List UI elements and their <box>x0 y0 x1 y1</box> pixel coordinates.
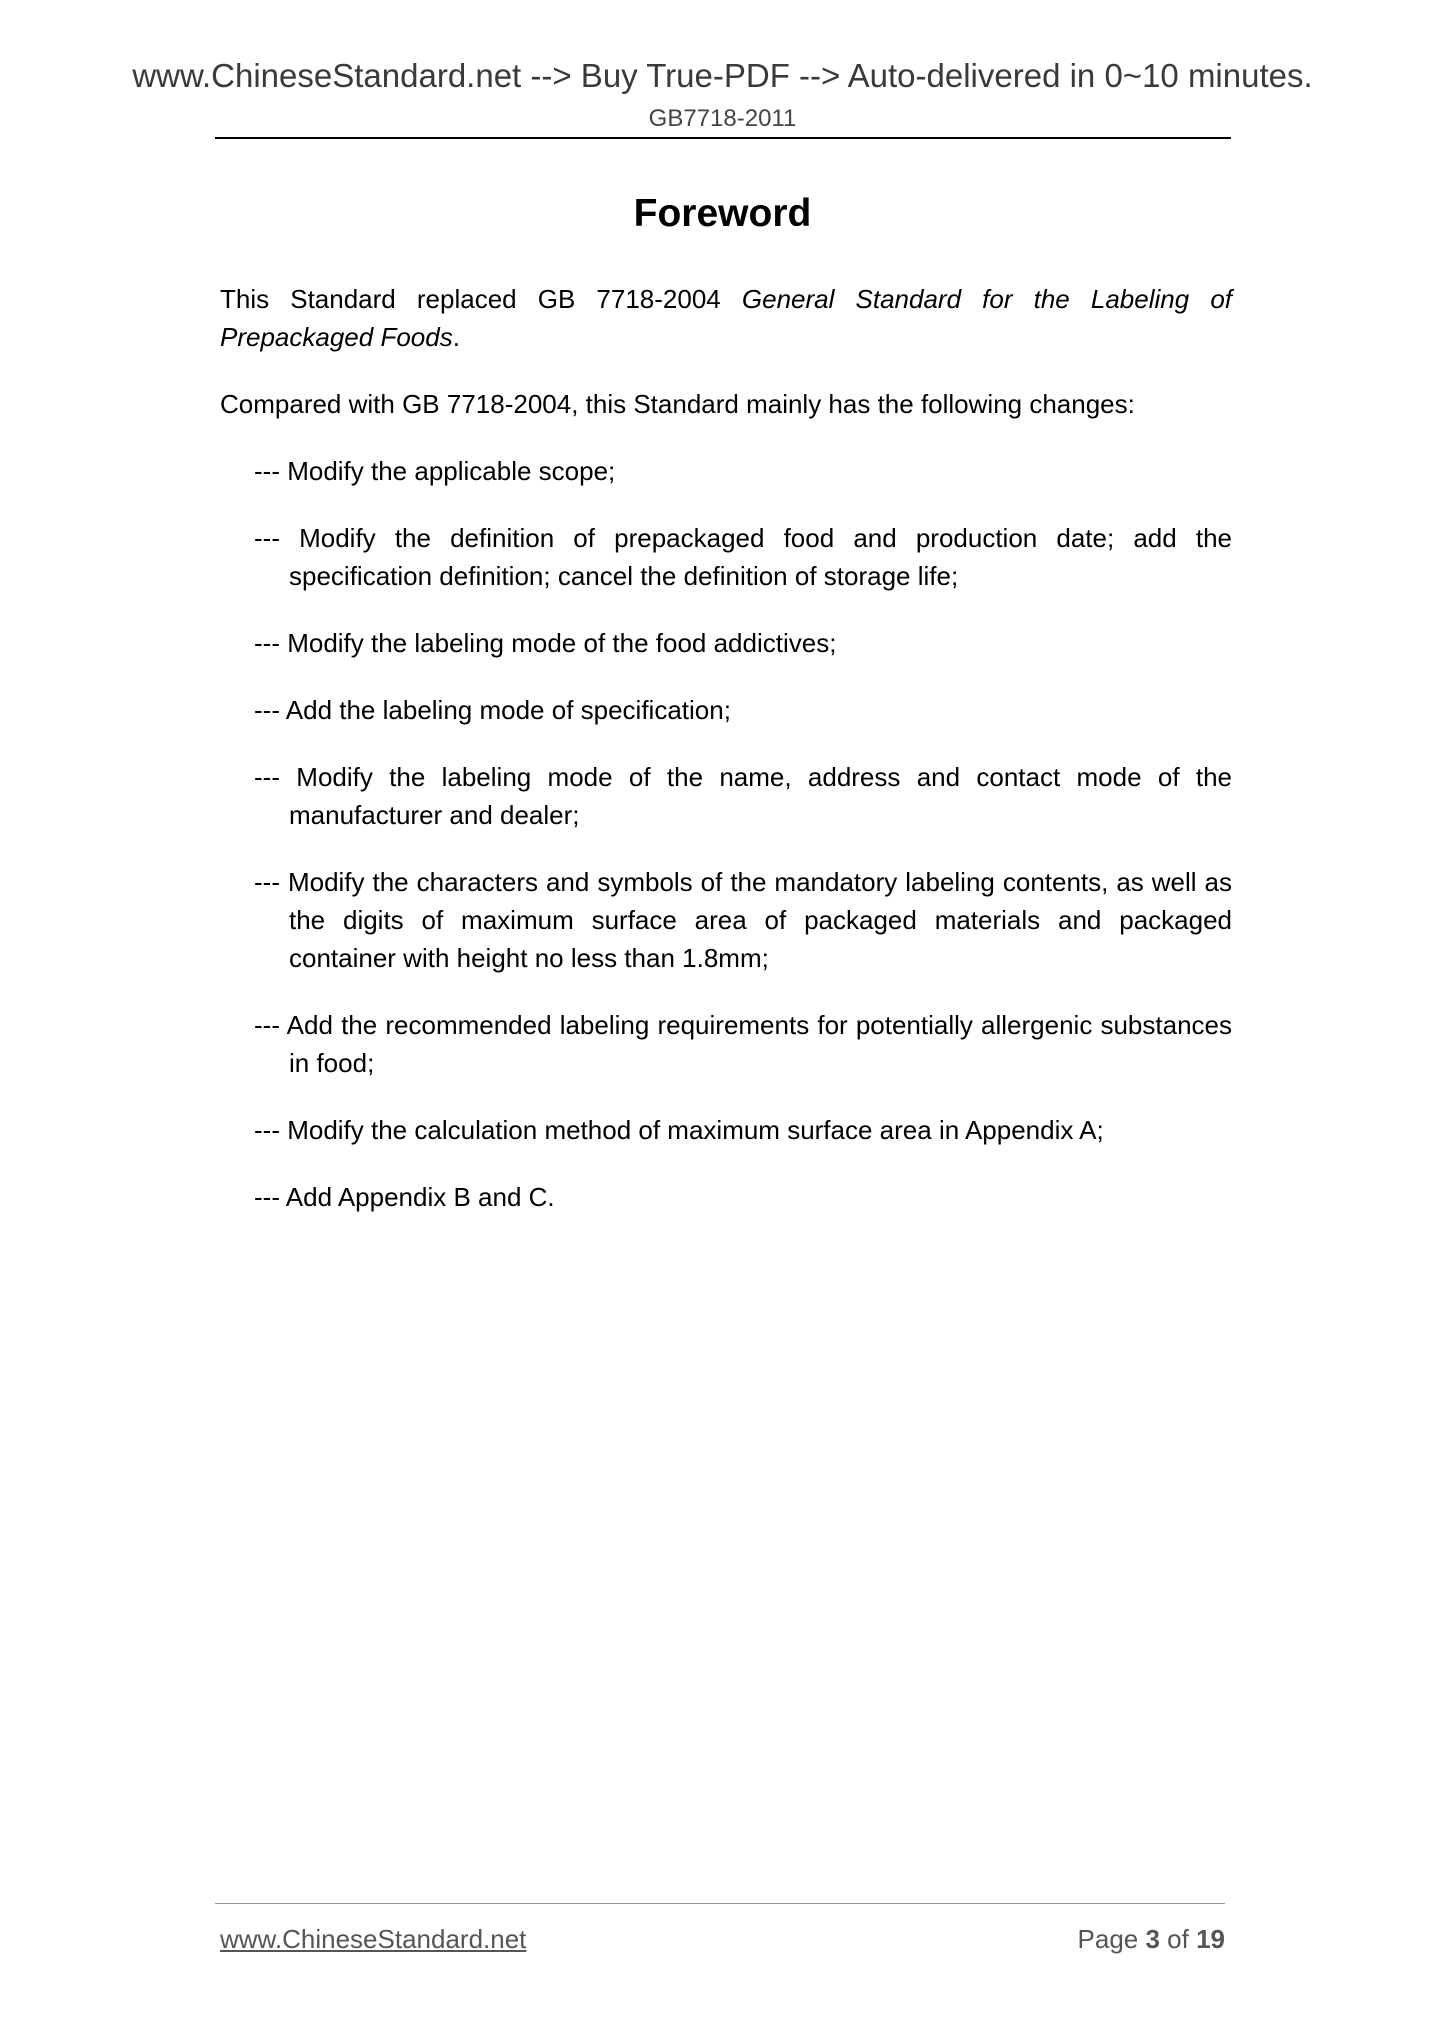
page-total: 19 <box>1196 1924 1225 1954</box>
footer-site-link[interactable]: www.ChineseStandard.net <box>220 1924 527 1954</box>
changes-lead-paragraph: Compared with GB 7718-2004, this Standard mainly has the following changes: <box>220 389 1135 419</box>
page-current: 3 <box>1145 1924 1160 1954</box>
intro-suffix: . <box>452 322 460 352</box>
page-of: of <box>1159 1924 1197 1954</box>
replaced-standard-title: General Standard for the Labeling of Prepackaged Foods <box>220 284 1232 352</box>
document-code: GB7718-2011 <box>648 105 797 132</box>
intro-prefix: This Standard replaced GB 7718-2004 <box>220 284 742 314</box>
page-prefix: Page <box>1077 1924 1146 1954</box>
header-banner: www.ChineseStandard.net --> Buy True-PDF --> Auto-delivered in 0~10 minutes. <box>132 57 1313 94</box>
footer-divider <box>215 1903 1225 1904</box>
change-item: --- Modify the labeling mode of the name, address and contact mode of the manufacturer and dealer; <box>254 762 1232 830</box>
header-divider <box>215 137 1231 139</box>
change-item: --- Add the labeling mode of specification; <box>254 695 731 725</box>
change-item: --- Add the recommended labeling requirements for potentially allergenic substances in food; <box>254 1010 1232 1078</box>
page-number <box>1078 1923 1225 1955</box>
change-item: --- Modify the definition of prepackaged food and production date; add the specification definition; cancel the definition of storage life; <box>254 523 1232 591</box>
change-item: --- Modify the characters and symbols of the mandatory labeling contents, as well as the digits of maximum surface area of packaged materials and packaged container with height no less than 1.8mm; <box>254 867 1232 973</box>
change-item: --- Modify the applicable scope; <box>254 456 616 486</box>
foreword-body <box>220 280 1232 1245</box>
change-item: --- Add Appendix B and C. <box>254 1182 555 1212</box>
change-item: --- Modify the labeling mode of the food addictives; <box>254 628 837 658</box>
change-item: --- Modify the calculation method of maximum surface area in Appendix A; <box>254 1115 1104 1145</box>
changes-list <box>220 452 1232 1216</box>
page-title: Foreword <box>633 192 812 235</box>
intro-paragraph <box>220 280 1232 356</box>
